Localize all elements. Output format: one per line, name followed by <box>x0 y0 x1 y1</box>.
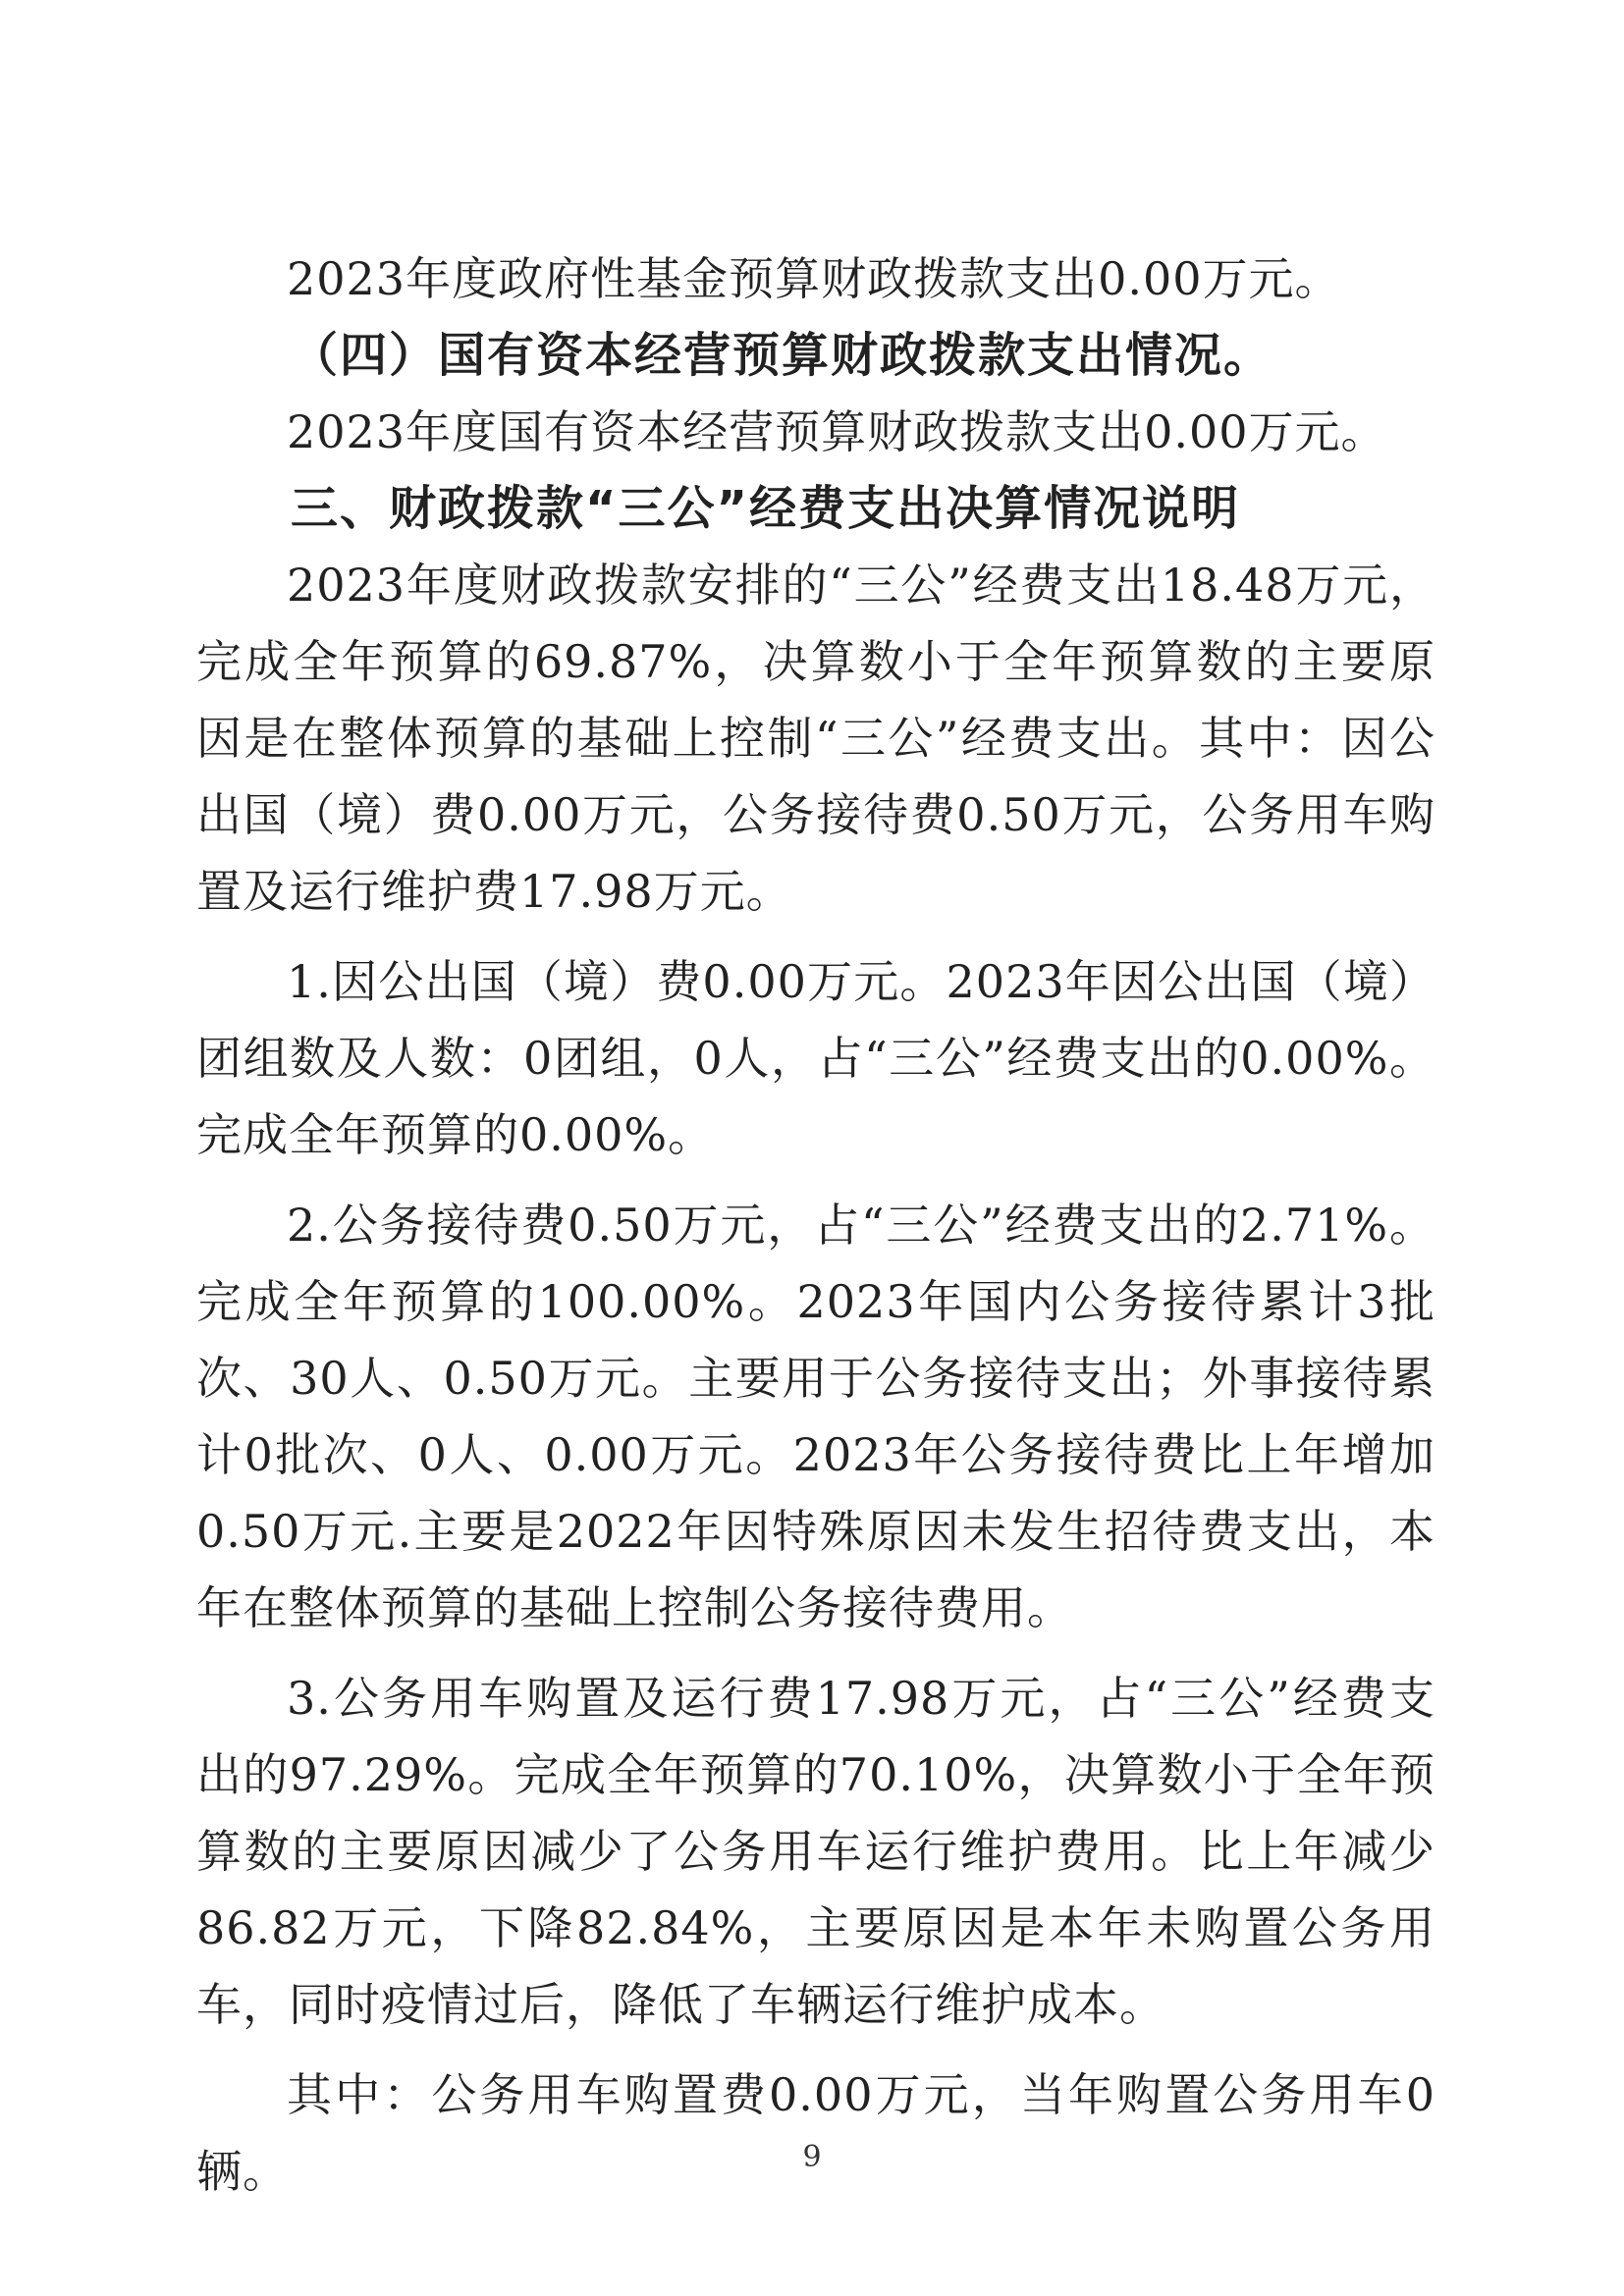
paragraph-official-vehicles: 3.公务用车购置及运行费17.98万元，占“三公”经费支出的97.29%。完成全年预算的70.10%，决算数小于全年预算数的主要原因减少了公务用车运行维护费用。比上年减少86.82万元，下降82.84%，主要原因是本年未购置公务用车，同时疫情过后，降低了车辆运行维护成本。 <box>196 1672 1435 2031</box>
paragraph-gov-fund-expenditure: 2023年度政府性基金预算财政拨款支出0.00万元。 <box>287 252 1341 305</box>
paragraph-three-public-summary: 2023年度财政拨款安排的“三公”经费支出18.48万元，完成全年预算的69.87%，决算数小于全年预算数的主要原因是在整体预算的基础上控制“三公”经费支出。其中：因公出国（境）费0.00万元，公务接待费0.50万元，公务用车购置及运行维护费17.98万元。 <box>196 559 1435 918</box>
page-content <box>196 240 1435 2210</box>
page-number: 9 <box>802 2140 822 2174</box>
paragraph-official-reception: 2.公务接待费0.50万元，占“三公”经费支出的2.71%。完成全年预算的100.00%。2023年国内公务接待累计3批次、30人、0.50万元。主要用于公务接待支出；外事接待累计0批次、0人、0.00万元。2023年公务接待费比上年增加0.50万元.主要是2022年因特殊原因未发生招待费支出，本年在整体预算的基础上控制公务接待费用。 <box>196 1199 1435 1634</box>
section-heading-three-public-expenses: 三、财政拨款“三公”经费支出决算情况说明 <box>291 481 1241 536</box>
heading-state-capital-budget: （四）国有资本经营预算财政拨款支出情况。 <box>291 328 1273 383</box>
paragraph-state-capital-expenditure: 2023年度国有资本经营预算财政拨款支出0.00万元。 <box>287 405 1387 458</box>
paragraph-vehicle-purchase: 其中：公务用车购置费0.00万元，当年购置公务用车0辆。 <box>196 2068 1435 2198</box>
paragraph-overseas-travel: 1.因公出国（境）费0.00万元。2023年因公出国（境）团组数及人数：0团组，0人，占“三公”经费支出的0.00%。完成全年预算的0.00%。 <box>196 955 1435 1161</box>
